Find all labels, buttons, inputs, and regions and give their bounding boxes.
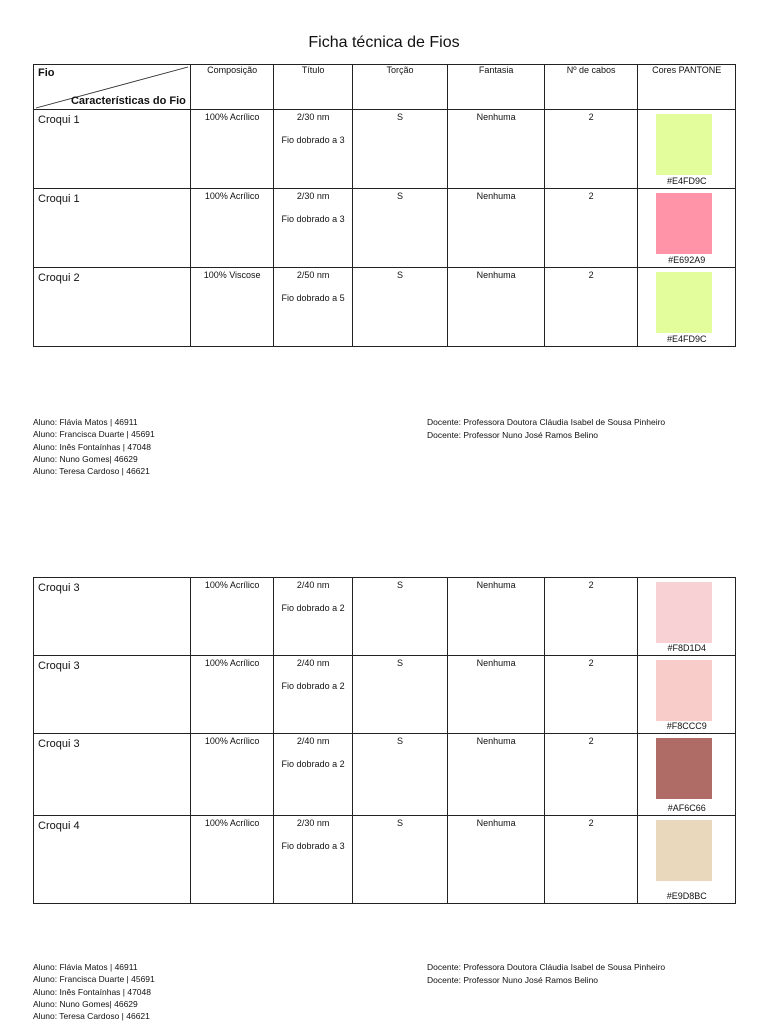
color-swatch (656, 820, 712, 881)
cabos-cell: 2 (544, 268, 638, 347)
student-line: Aluno: Francisca Duarte | 45691 (33, 974, 155, 985)
titulo-cell (274, 110, 352, 189)
pantone-cell (638, 110, 736, 189)
color-code: #E4FD9C (666, 334, 707, 344)
titulo-value: 2/40 nm (296, 658, 330, 668)
pantone-cell (638, 816, 736, 904)
croqui-cell: Croqui 3 (34, 656, 191, 734)
fantasia-cell: Nenhuma (448, 268, 545, 347)
table-row (34, 268, 736, 347)
pantone-cell (638, 268, 736, 347)
titulo-detail: Fio dobrado a 3 (281, 214, 345, 224)
titulo-value: 2/30 nm (296, 818, 330, 828)
student-line: Aluno: Nuno Gomes| 46629 (33, 453, 138, 464)
teacher-line: Docente: Professor Nuno José Ramos Belino (427, 430, 599, 440)
table-row (34, 189, 736, 268)
cabos-cell: 2 (544, 734, 638, 816)
teacher-line: Docente: Professora Doutora Cláudia Isabel de Sousa Pinheiro (427, 962, 666, 972)
student-line: Aluno: Francisca Duarte | 45691 (33, 429, 155, 440)
titulo-cell (274, 578, 352, 656)
titulo-value: 2/40 nm (296, 736, 330, 746)
torcao-cell: S (352, 268, 448, 347)
table-row (34, 656, 736, 734)
titulo-value: 2/40 nm (296, 580, 330, 590)
croqui-cell: Croqui 1 (34, 110, 191, 189)
fantasia-cell: Nenhuma (448, 578, 545, 656)
color-code: #F8CCC9 (666, 721, 707, 731)
composicao-cell: 100% Acrílico (190, 656, 273, 734)
titulo-detail: Fio dobrado a 5 (281, 293, 345, 303)
header-fio: Fio (38, 67, 55, 79)
color-code: #E4FD9C (666, 176, 707, 186)
torcao-cell: S (352, 816, 448, 904)
color-swatch (656, 272, 712, 333)
composicao-cell: 100% Acrílico (190, 734, 273, 816)
color-swatch (656, 582, 712, 643)
student-line: Aluno: Flávia Matos | 46911 (33, 962, 138, 972)
torcao-cell: S (352, 578, 448, 656)
titulo-detail: Fio dobrado a 2 (281, 681, 345, 691)
teachers-list-2 (427, 961, 665, 987)
fantasia-cell: Nenhuma (448, 816, 545, 904)
cabos-cell: 2 (544, 110, 638, 189)
color-code: #E9D8BC (666, 891, 707, 901)
titulo-value: 2/30 nm (296, 191, 330, 201)
table-row (34, 734, 736, 816)
titulo-cell (274, 656, 352, 734)
header-fantasia: Fantasia (448, 65, 545, 110)
composicao-cell: 100% Acrílico (190, 578, 273, 656)
fantasia-cell: Nenhuma (448, 110, 545, 189)
composicao-cell: 100% Acrílico (190, 110, 273, 189)
fantasia-cell: Nenhuma (448, 734, 545, 816)
titulo-value: 2/30 nm (296, 112, 330, 122)
titulo-detail: Fio dobrado a 3 (281, 841, 345, 851)
teacher-line: Docente: Professor Nuno José Ramos Belino (427, 975, 599, 985)
composicao-cell: 100% Viscose (190, 268, 273, 347)
header-composicao: Composição (190, 65, 273, 110)
titulo-detail: Fio dobrado a 3 (281, 135, 345, 145)
cabos-cell: 2 (544, 656, 638, 734)
fantasia-cell: Nenhuma (448, 189, 545, 268)
titulo-cell (274, 268, 352, 347)
student-line: Aluno: Inês Fontaínhas | 47048 (33, 441, 151, 452)
student-line: Aluno: Teresa Cardoso | 46621 (33, 1011, 150, 1022)
color-code: #AF6C66 (667, 803, 706, 813)
color-code: #F8D1D4 (667, 643, 706, 653)
page-title: Ficha técnica de Fios (308, 34, 460, 51)
student-line: Aluno: Inês Fontaínhas | 47048 (33, 986, 151, 997)
color-code: #E692A9 (668, 255, 706, 265)
student-line: Aluno: Teresa Cardoso | 46621 (33, 466, 150, 477)
header-pantone: Cores PANTONE (638, 65, 736, 110)
fantasia-cell: Nenhuma (448, 656, 545, 734)
header-torcao: Torção (352, 65, 448, 110)
color-swatch (656, 660, 712, 721)
header-cabos: Nº de cabos (544, 65, 638, 110)
yarn-table-1 (33, 64, 736, 347)
titulo-cell (274, 189, 352, 268)
color-swatch (656, 193, 712, 254)
torcao-cell: S (352, 110, 448, 189)
header-titulo: Título (274, 65, 352, 110)
table-header-row (34, 65, 736, 110)
cabos-cell: 2 (544, 189, 638, 268)
student-line: Aluno: Flávia Matos | 46911 (33, 417, 138, 427)
torcao-cell: S (352, 734, 448, 816)
cabos-cell: 2 (544, 816, 638, 904)
header-caracteristicas: Características do Fio (70, 95, 186, 107)
croqui-cell: Croqui 3 (34, 734, 191, 816)
titulo-cell (274, 816, 352, 904)
color-swatch (656, 738, 712, 799)
torcao-cell: S (352, 189, 448, 268)
croqui-cell: Croqui 1 (34, 189, 191, 268)
titulo-detail: Fio dobrado a 2 (281, 759, 345, 769)
students-list-2 (33, 961, 155, 1022)
pantone-cell (638, 734, 736, 816)
pantone-cell (638, 656, 736, 734)
table-row (34, 816, 736, 904)
student-line: Aluno: Nuno Gomes| 46629 (33, 998, 138, 1009)
students-list-1 (33, 416, 155, 477)
croqui-cell: Croqui 4 (34, 816, 191, 904)
cabos-cell: 2 (544, 578, 638, 656)
yarn-table-2 (33, 577, 736, 904)
table-2-body (34, 578, 736, 904)
titulo-cell (274, 734, 352, 816)
composicao-cell: 100% Acrílico (190, 189, 273, 268)
croqui-cell: Croqui 2 (34, 268, 191, 347)
diagonal-header-cell (34, 65, 191, 110)
croqui-cell: Croqui 3 (34, 578, 191, 656)
teachers-list-1 (427, 416, 665, 442)
titulo-detail: Fio dobrado a 2 (281, 603, 345, 613)
table-row (34, 578, 736, 656)
teacher-line: Docente: Professora Doutora Cláudia Isabel de Sousa Pinheiro (427, 417, 666, 427)
titulo-value: 2/50 nm (296, 270, 330, 280)
color-swatch (656, 114, 712, 175)
table-row (34, 110, 736, 189)
table-1-body (34, 110, 736, 347)
pantone-cell (638, 578, 736, 656)
composicao-cell: 100% Acrílico (190, 816, 273, 904)
pantone-cell (638, 189, 736, 268)
torcao-cell: S (352, 656, 448, 734)
